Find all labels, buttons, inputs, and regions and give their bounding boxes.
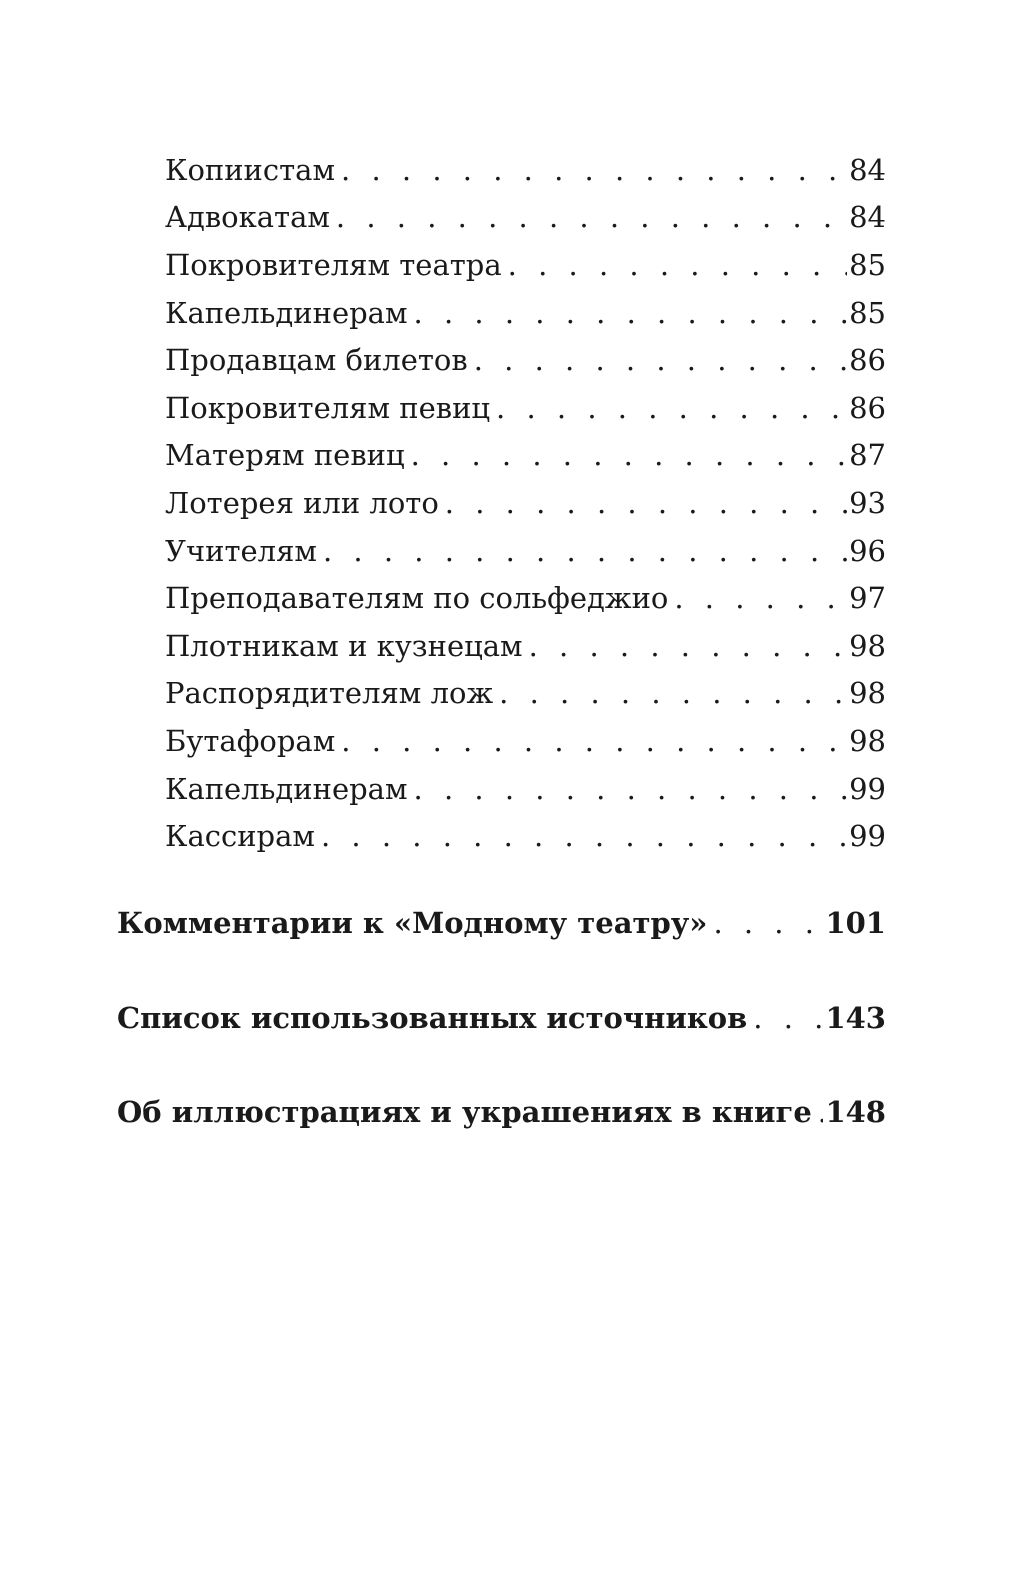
toc-entry-page: 93 — [849, 486, 886, 520]
toc-leader-dots — [674, 580, 847, 616]
toc-entry-title: Покровителям певиц — [165, 391, 491, 425]
toc-entry — [165, 199, 886, 235]
toc-leader-dots — [445, 485, 847, 521]
toc-leader-dots — [529, 628, 847, 664]
toc-entry — [165, 533, 886, 569]
toc-entry — [165, 247, 886, 283]
toc-leader-dots — [411, 437, 847, 473]
toc-entry-title: Учителям — [165, 534, 317, 568]
toc-leader-dots — [414, 295, 848, 331]
toc-entry-page: 85 — [849, 296, 886, 330]
toc-section-page: 101 — [825, 906, 886, 940]
toc-entry-page: 98 — [849, 629, 886, 663]
toc-entry-page: 99 — [849, 772, 886, 806]
toc-section — [117, 1094, 886, 1130]
toc-entry-title: Продавцам билетов — [165, 343, 468, 377]
toc-entry-title: Капельдинерам — [165, 296, 408, 330]
toc-leader-dots — [496, 390, 847, 426]
toc-leader-dots — [341, 723, 847, 759]
toc-leader-dots — [474, 342, 847, 378]
toc-entry-title: Покровителям театра — [165, 248, 502, 282]
toc-leader-dots — [818, 1094, 824, 1130]
toc-entry-page: 87 — [849, 438, 886, 472]
toc-leader-dots — [753, 1000, 823, 1036]
toc-entry-page: 96 — [849, 534, 886, 568]
toc-entry-page: 86 — [849, 343, 886, 377]
toc-entry — [165, 390, 886, 426]
toc-leader-dots — [341, 152, 847, 188]
toc-entry-title: Адвокатам — [165, 200, 330, 234]
toc-section — [117, 1000, 886, 1036]
toc-entry — [165, 818, 886, 854]
toc-entry-title: Кассирам — [165, 819, 315, 853]
toc-section-page: 148 — [825, 1095, 886, 1129]
toc-entry — [165, 485, 886, 521]
toc-leader-dots — [414, 771, 848, 807]
toc-section — [117, 905, 886, 941]
toc-leader-dots — [508, 247, 847, 283]
toc-entry-page: 85 — [849, 248, 886, 282]
toc-entry-page: 86 — [849, 391, 886, 425]
toc-entry-title: Плотникам и кузнецам — [165, 629, 523, 663]
toc-entry — [165, 628, 886, 664]
toc-entry — [165, 342, 886, 378]
toc-entry-page: 98 — [849, 724, 886, 758]
toc-entry-page: 98 — [849, 676, 886, 710]
toc-leader-dots — [321, 818, 847, 854]
toc-entry-page: 97 — [849, 581, 886, 615]
toc-entry-title: Копиистам — [165, 153, 336, 187]
toc-entry-title: Капельдинерам — [165, 772, 408, 806]
toc-entry-page: 84 — [849, 153, 886, 187]
toc-leader-dots — [323, 533, 847, 569]
toc-entry-title: Бутафорам — [165, 724, 336, 758]
toc-entry — [165, 580, 886, 616]
toc-entry — [165, 437, 886, 473]
toc-entry-page: 99 — [849, 819, 886, 853]
toc-section-title: Об иллюстрациях и украшениях в книге — [117, 1095, 812, 1129]
toc-entry-title: Распорядителям лож — [165, 676, 494, 710]
toc-entry — [165, 295, 886, 331]
toc-leader-dots — [336, 199, 847, 235]
toc-entry — [165, 723, 886, 759]
toc-entry — [165, 675, 886, 711]
toc-leader-dots — [713, 905, 823, 941]
toc-entry-title: Матерям певиц — [165, 438, 405, 472]
toc-section-page: 143 — [825, 1001, 886, 1035]
toc-entry-title: Лотерея или лото — [165, 486, 439, 520]
toc-section-title: Список использованных источников — [117, 1001, 748, 1035]
toc-entry — [165, 152, 886, 188]
toc-entry-title: Преподавателям по сольфеджио — [165, 581, 669, 615]
toc-entry — [165, 771, 886, 807]
toc-leader-dots — [499, 675, 847, 711]
toc-section-title: Комментарии к «Модному театру» — [117, 906, 708, 940]
toc-entry-page: 84 — [849, 200, 886, 234]
